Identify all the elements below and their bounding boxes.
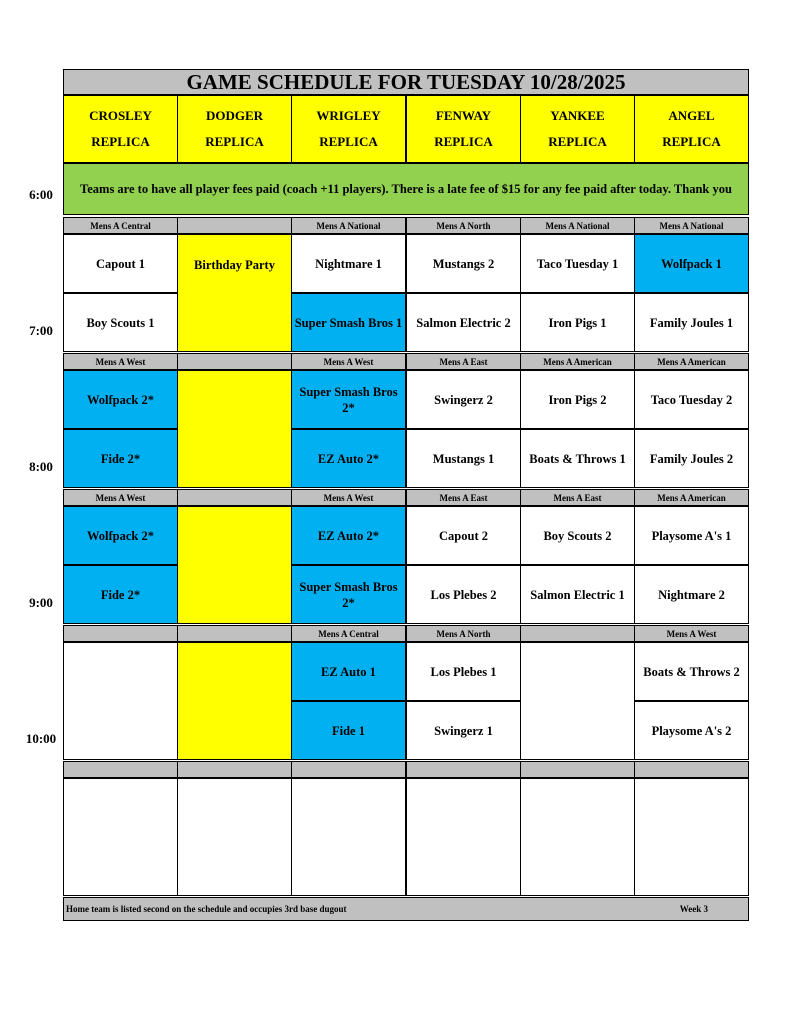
division-label: Mens A National — [291, 217, 406, 234]
empty-slot — [63, 642, 178, 760]
time-label: 9:00 — [29, 595, 53, 610]
division-label — [291, 761, 406, 778]
division-label: Mens A American — [634, 353, 749, 370]
field-name: DODGER — [205, 108, 264, 123]
game-cell[interactable]: Swingerz 1 — [406, 701, 521, 760]
division-label: Mens A National — [520, 217, 635, 234]
field-subtitle: REPLICA — [548, 134, 607, 149]
game-cell[interactable]: Super Smash Bros 1 — [291, 293, 406, 352]
game-cell[interactable]: Boy Scouts 2 — [520, 506, 635, 565]
game-cell[interactable]: Iron Pigs 2 — [520, 370, 635, 429]
game-cell[interactable]: Los Plebes 1 — [406, 642, 521, 701]
field-header — [177, 95, 292, 163]
schedule-sheet — [63, 69, 749, 921]
field-subtitle: REPLICA — [434, 134, 493, 149]
division-label: Mens A North — [406, 625, 521, 642]
field-name: YANKEE — [550, 108, 605, 123]
footer-bar — [63, 897, 749, 921]
field-header — [291, 95, 406, 163]
game-cell[interactable]: Salmon Electric 1 — [520, 565, 635, 624]
game-cell[interactable]: Playsome A's 1 — [634, 506, 749, 565]
footer-week: Week 3 — [679, 904, 708, 914]
game-cell[interactable]: Nightmare 2 — [634, 565, 749, 624]
division-label — [520, 761, 635, 778]
empty-slot — [520, 642, 635, 760]
division-label: Mens A American — [520, 353, 635, 370]
division-label: Mens A Central — [291, 625, 406, 642]
division-label: Mens A East — [406, 353, 521, 370]
division-label — [63, 761, 178, 778]
empty-slot — [177, 778, 292, 896]
game-cell[interactable]: Super Smash Bros 2* — [291, 565, 406, 624]
game-cell[interactable]: Boy Scouts 1 — [63, 293, 178, 352]
field-header — [406, 95, 521, 163]
game-cell[interactable]: Capout 2 — [406, 506, 521, 565]
empty-slot — [63, 778, 178, 896]
game-cell[interactable]: Playsome A's 2 — [634, 701, 749, 760]
game-cell[interactable]: Wolfpack 1 — [634, 234, 749, 293]
game-cell[interactable]: Swingerz 2 — [406, 370, 521, 429]
field-subtitle: REPLICA — [91, 134, 150, 149]
time-label: 6:00 — [29, 187, 53, 202]
division-label — [177, 625, 292, 642]
game-cell[interactable]: Mustangs 1 — [406, 429, 521, 488]
time-label: 7:00 — [29, 323, 53, 338]
game-cell[interactable]: Iron Pigs 1 — [520, 293, 635, 352]
field-header — [520, 95, 635, 163]
empty-slot — [177, 642, 292, 760]
division-label: Mens A West — [634, 625, 749, 642]
division-label: Mens A West — [291, 489, 406, 506]
time-label: 8:00 — [29, 459, 53, 474]
game-cell[interactable]: Fide 2* — [63, 429, 178, 488]
field-header — [634, 95, 749, 163]
game-cell[interactable]: EZ Auto 1 — [291, 642, 406, 701]
division-label: Mens A East — [406, 489, 521, 506]
division-label: Mens A West — [63, 489, 178, 506]
game-cell[interactable]: Boats & Throws 2 — [634, 642, 749, 701]
division-label — [177, 217, 292, 234]
game-cell[interactable]: Fide 2* — [63, 565, 178, 624]
game-cell[interactable]: Family Joules 2 — [634, 429, 749, 488]
game-cell[interactable]: Birthday Party — [177, 234, 292, 352]
game-cell[interactable]: Capout 1 — [63, 234, 178, 293]
game-cell[interactable]: Boats & Throws 1 — [520, 429, 635, 488]
fee-notice: Teams are to have all player fees paid (coach +11 players). There is a late fee of $15 for any fee paid after today. Thank you — [63, 163, 749, 215]
game-cell[interactable]: Family Joules 1 — [634, 293, 749, 352]
division-label: Mens A National — [634, 217, 749, 234]
time-label: 10:00 — [25, 731, 57, 746]
division-label — [177, 761, 292, 778]
game-cell[interactable]: Los Plebes 2 — [406, 565, 521, 624]
field-subtitle: REPLICA — [319, 134, 378, 149]
game-cell[interactable]: Wolfpack 2* — [63, 370, 178, 429]
field-name: WRIGLEY — [316, 108, 381, 123]
field-name: CROSLEY — [89, 108, 152, 123]
game-cell[interactable]: Salmon Electric 2 — [406, 293, 521, 352]
empty-slot — [177, 506, 292, 624]
division-label: Mens A West — [63, 353, 178, 370]
field-subtitle: REPLICA — [662, 134, 721, 149]
schedule-title: GAME SCHEDULE FOR TUESDAY 10/28/2025 — [63, 69, 749, 95]
division-label — [406, 761, 521, 778]
division-label — [63, 625, 178, 642]
game-cell[interactable]: Fide 1 — [291, 701, 406, 760]
division-label — [177, 489, 292, 506]
empty-slot — [634, 778, 749, 896]
division-label — [520, 625, 635, 642]
game-cell[interactable]: Nightmare 1 — [291, 234, 406, 293]
game-cell[interactable]: Taco Tuesday 2 — [634, 370, 749, 429]
division-label: Mens A American — [634, 489, 749, 506]
field-subtitle: REPLICA — [205, 134, 264, 149]
game-cell[interactable]: Mustangs 2 — [406, 234, 521, 293]
game-cell[interactable]: EZ Auto 2* — [291, 429, 406, 488]
field-header — [63, 95, 178, 163]
game-cell[interactable]: EZ Auto 2* — [291, 506, 406, 565]
empty-slot — [177, 370, 292, 488]
game-cell[interactable]: Taco Tuesday 1 — [520, 234, 635, 293]
empty-slot — [520, 778, 635, 896]
game-cell[interactable]: Wolfpack 2* — [63, 506, 178, 565]
empty-slot — [291, 778, 406, 896]
field-name: ANGEL — [668, 108, 715, 123]
division-label — [634, 761, 749, 778]
empty-slot — [406, 778, 521, 896]
division-label — [177, 353, 292, 370]
division-label: Mens A Central — [63, 217, 178, 234]
footer-note: Home team is listed second on the schedule and occupies 3rd base dugout — [66, 904, 347, 914]
division-label: Mens A North — [406, 217, 521, 234]
division-label: Mens A West — [291, 353, 406, 370]
division-label: Mens A East — [520, 489, 635, 506]
game-cell[interactable]: Super Smash Bros 2* — [291, 370, 406, 429]
field-name: FENWAY — [435, 108, 492, 123]
